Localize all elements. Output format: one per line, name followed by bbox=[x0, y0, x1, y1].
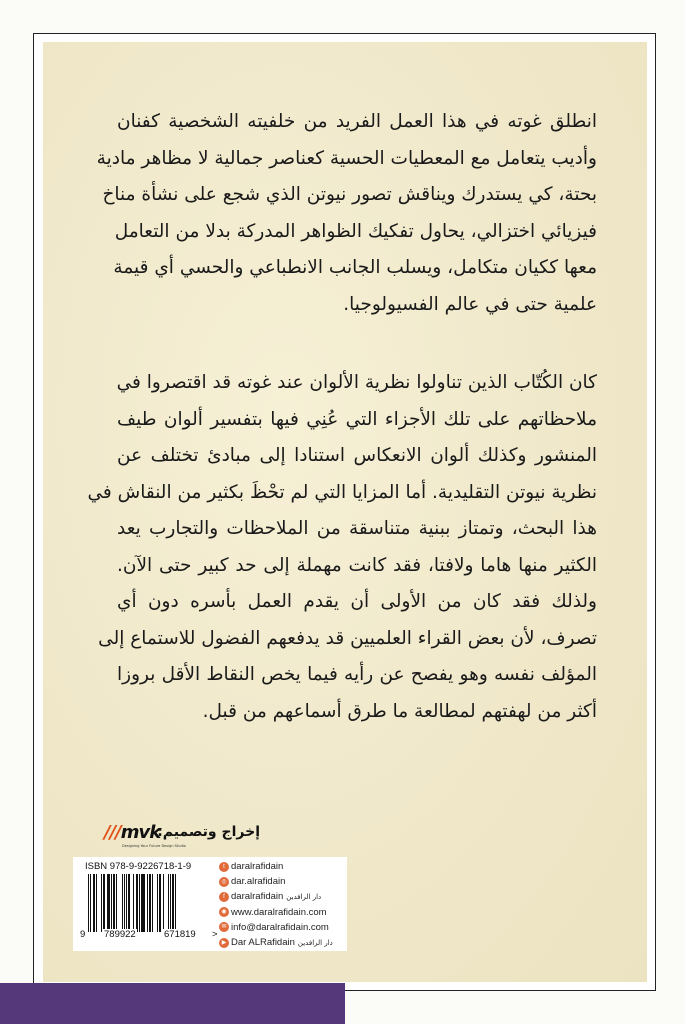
text-line: أكثر من لهفتهم لمطالعة ما طرق أسماعهم من قبل. bbox=[202, 700, 597, 722]
barcode-gap bbox=[176, 874, 178, 932]
isbn-contact-box bbox=[73, 857, 347, 951]
blurb-paragraph-1 bbox=[96, 104, 597, 323]
text-line: المنشور وكذلك ألوان الانعكاس استنادا إلى مبادئ تختلف عن bbox=[117, 445, 597, 466]
contact-list bbox=[219, 859, 347, 950]
barcode-arrow: > bbox=[212, 929, 218, 940]
text-line: هذا البحث، وتمتاز ببنية متناسقة من الملاحظات والتجارب يعد bbox=[117, 518, 597, 539]
text-line: معها ككيان متكامل، ويسلب الجانب الانطباعي والحسي أي قيمة bbox=[113, 257, 597, 278]
contact-item[interactable] bbox=[219, 920, 347, 935]
text-line: انطلق غوته في هذا العمل الفريد من خلفيته الشخصية كفنان bbox=[117, 111, 597, 132]
text-line: المؤلف نفسه وهو يفصح عن رأيه فيما يخص النقاط الأقل بروزا bbox=[117, 664, 597, 685]
instagram-icon: ◎ bbox=[219, 877, 229, 887]
text-line: الكثير منها هاما ولافتا، فقد كانت مهملة إلى حد كبير حتى الآن. bbox=[117, 554, 597, 576]
text-line: نظرية نيوتن التقليدية. أما المزايا التي لم تحْظَ بكثير من النقاش في bbox=[87, 481, 597, 503]
text-line: ملاحظاتهم على تلك الأجزاء التي عُنِي فيها بتفسير ألوان طيف bbox=[117, 408, 597, 430]
barcode-digit-first: 9 bbox=[80, 929, 86, 940]
studio-logo bbox=[104, 822, 160, 843]
contact-text: daralrafidain bbox=[231, 861, 284, 873]
contact-arabic: دار الرافدين bbox=[297, 938, 333, 947]
isbn-label: ISBN 978-9-9226718-1-9 bbox=[85, 861, 192, 872]
contact-text: daralrafidain bbox=[231, 891, 284, 903]
logo-text: mvk bbox=[120, 822, 161, 843]
logo-tagline: Designing Your Future Design Studio bbox=[122, 844, 186, 848]
barcode bbox=[88, 874, 210, 932]
contact-item[interactable] bbox=[219, 889, 347, 904]
contact-text: Dar ALRafidain bbox=[231, 937, 295, 949]
contact-arabic: دار الرافدين bbox=[286, 892, 322, 901]
email-icon: ✉ bbox=[219, 922, 229, 932]
text-line: كان الكُتّاب الذين تناولوا نظرية الألوان عند غوته قد اقتصروا في bbox=[116, 372, 597, 393]
text-line: بحتة، كي يستدرك ويناقش تصور نيوتن الذي شجع على نشأة مناخ bbox=[102, 184, 597, 205]
text-line: فيزيائي اختزالي، يحاول تفكيك الظواهر المدركة بدلا من التعامل bbox=[114, 220, 597, 242]
facebook-icon: f bbox=[219, 892, 229, 902]
web-icon: ◉ bbox=[219, 907, 229, 917]
design-label: إخراج وتصميم: bbox=[157, 824, 260, 840]
blurb-paragraph-2 bbox=[87, 365, 597, 730]
text-line: ولذلك فقد كان من الأولى أن يقدم العمل بأسره دون أي bbox=[117, 591, 597, 612]
design-credit bbox=[100, 820, 260, 852]
contact-text: www.daralrafidain.com bbox=[231, 906, 327, 918]
logo-accent: /// bbox=[104, 822, 121, 843]
contact-item[interactable] bbox=[219, 935, 347, 950]
contact-text: info@daralrafidain.com bbox=[231, 921, 329, 933]
barcode-digits-right: 671819 bbox=[164, 929, 196, 940]
youtube-icon: ▶ bbox=[219, 938, 229, 948]
contact-item[interactable] bbox=[219, 905, 347, 920]
barcode-digits-left: 789922 bbox=[104, 929, 136, 940]
purple-band bbox=[0, 983, 345, 1024]
text-line: وأديب يتعامل مع المعطيات الحسية كعناصر جمالية لا مظاهر مادية bbox=[96, 147, 597, 169]
twitter-icon: t bbox=[219, 862, 229, 872]
contact-item[interactable] bbox=[219, 874, 347, 889]
text-line: تصرف، لأن بعض القراء العلميين قد يدفعهم الفضول للاستماع إلى bbox=[98, 627, 597, 649]
contact-text: dar.alrafidain bbox=[231, 876, 286, 888]
text-line: علمية حتى في عالم الفسيولوجيا. bbox=[343, 293, 597, 315]
contact-item[interactable] bbox=[219, 859, 347, 874]
